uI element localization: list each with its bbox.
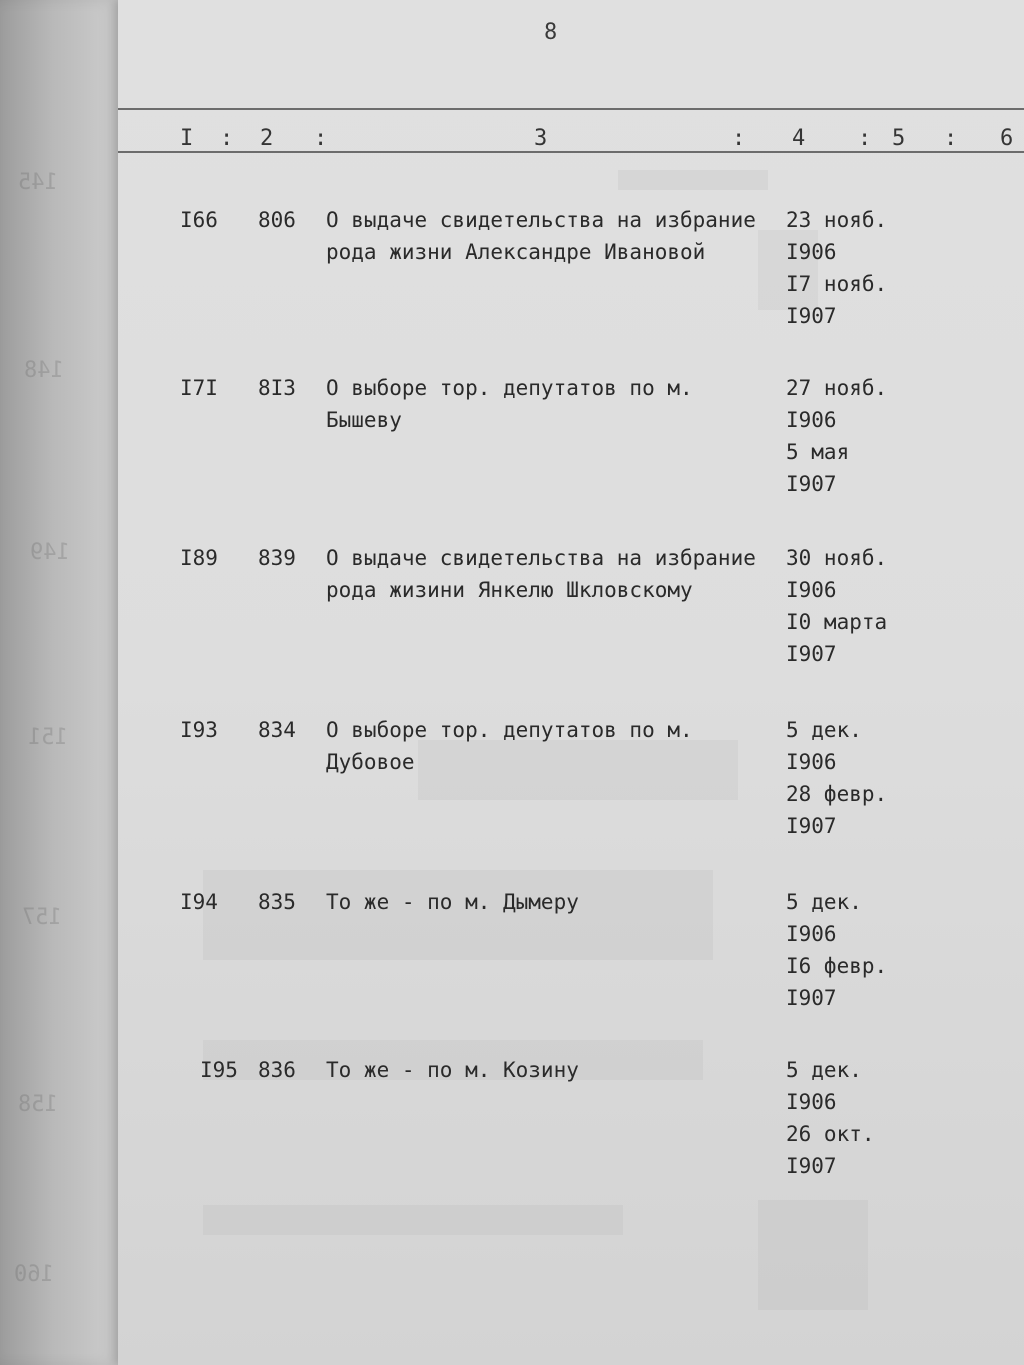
end-year: I907 bbox=[786, 1154, 837, 1178]
entry-description bbox=[326, 714, 786, 778]
description-line: О выдаче свидетельства на избрание bbox=[326, 546, 756, 570]
entry-dates bbox=[786, 372, 906, 500]
column-separator: : bbox=[220, 126, 234, 151]
entry-number: I7I bbox=[180, 376, 218, 400]
column-separator: : bbox=[314, 126, 328, 151]
entry-description bbox=[326, 204, 786, 268]
start-date: 5 дек. bbox=[786, 890, 862, 914]
end-year: I907 bbox=[786, 814, 837, 838]
margin-number: 149 bbox=[30, 540, 70, 565]
entry-description bbox=[326, 542, 786, 606]
end-year: I907 bbox=[786, 472, 837, 496]
description-line: О выборе тор. депутатов по м. bbox=[326, 718, 693, 742]
start-year: I906 bbox=[786, 240, 837, 264]
previous-page-edge bbox=[0, 0, 118, 1365]
entry-dates bbox=[786, 714, 906, 842]
margin-number: 160 bbox=[14, 1262, 54, 1287]
description-line: Бышеву bbox=[326, 408, 402, 432]
entry-description bbox=[326, 886, 786, 918]
file-number: 839 bbox=[258, 546, 296, 570]
register-entry bbox=[118, 1054, 1024, 1184]
column-header-6: 6 bbox=[1000, 126, 1014, 151]
register-entry bbox=[118, 542, 1024, 672]
file-number: 835 bbox=[258, 890, 296, 914]
margin-number: 157 bbox=[22, 905, 62, 930]
end-year: I907 bbox=[786, 304, 837, 328]
entry-number: I94 bbox=[180, 890, 218, 914]
margin-number: 148 bbox=[24, 358, 64, 383]
column-header-5: 5 bbox=[892, 126, 906, 151]
description-line: рода жизни Александре Ивановой bbox=[326, 240, 706, 264]
register-entry bbox=[118, 714, 1024, 844]
entry-description bbox=[326, 372, 786, 436]
bleed-through-mark bbox=[618, 170, 768, 190]
description-line: То же - по м. Дымеру bbox=[326, 890, 579, 914]
header-rule-bottom bbox=[118, 151, 1024, 153]
margin-number: 145 bbox=[18, 170, 58, 195]
header-rule-top bbox=[118, 108, 1024, 110]
description-line: То же - по м. Козину bbox=[326, 1058, 579, 1082]
bleed-through-mark bbox=[758, 1200, 868, 1310]
entry-dates bbox=[786, 886, 906, 1014]
end-year: I907 bbox=[786, 986, 837, 1010]
start-date: 30 нояб. bbox=[786, 546, 888, 570]
description-line: Дубовое bbox=[326, 750, 415, 774]
register-entry bbox=[118, 886, 1024, 1016]
end-date: I6 февр. bbox=[786, 954, 888, 978]
description-line: рода жизини Янкелю Шкловскому bbox=[326, 578, 693, 602]
entry-number: I93 bbox=[180, 718, 218, 742]
start-year: I906 bbox=[786, 1090, 837, 1114]
bleed-through-mark bbox=[203, 1205, 623, 1235]
start-year: I906 bbox=[786, 578, 837, 602]
end-date: 26 окт. bbox=[786, 1122, 875, 1146]
entry-dates bbox=[786, 204, 906, 332]
file-number: 836 bbox=[258, 1058, 296, 1082]
page-number: 8 bbox=[544, 20, 558, 45]
entry-dates bbox=[786, 1054, 906, 1182]
start-year: I906 bbox=[786, 750, 837, 774]
end-year: I907 bbox=[786, 642, 837, 666]
end-date: I7 нояб. bbox=[786, 272, 888, 296]
file-number: 834 bbox=[258, 718, 296, 742]
file-number: 806 bbox=[258, 208, 296, 232]
column-header-3: 3 bbox=[534, 126, 548, 151]
description-line: О выдаче свидетельства на избрание bbox=[326, 208, 756, 232]
column-separator: : bbox=[858, 126, 872, 151]
entry-description bbox=[326, 1054, 786, 1086]
entry-dates bbox=[786, 542, 906, 670]
start-date: 5 дек. bbox=[786, 1058, 862, 1082]
entry-number: I95 bbox=[200, 1058, 238, 1082]
column-header-4: 4 bbox=[792, 126, 806, 151]
start-date: 23 нояб. bbox=[786, 208, 888, 232]
start-date: 27 нояб. bbox=[786, 376, 888, 400]
margin-number: 151 bbox=[28, 725, 68, 750]
register-entry bbox=[118, 204, 1024, 334]
entry-number: I66 bbox=[180, 208, 218, 232]
margin-number: 158 bbox=[18, 1092, 58, 1117]
start-date: 5 дек. bbox=[786, 718, 862, 742]
column-header-1: I bbox=[180, 126, 194, 151]
entry-number: I89 bbox=[180, 546, 218, 570]
file-number: 8I3 bbox=[258, 376, 296, 400]
end-date: I0 марта bbox=[786, 610, 888, 634]
column-separator: : bbox=[944, 126, 958, 151]
end-date: 5 мая bbox=[786, 440, 850, 464]
end-date: 28 февр. bbox=[786, 782, 888, 806]
column-separator: : bbox=[732, 126, 746, 151]
start-year: I906 bbox=[786, 408, 837, 432]
document-page bbox=[118, 0, 1024, 1365]
column-header-2: 2 bbox=[260, 126, 274, 151]
description-line: О выборе тор. депутатов по м. bbox=[326, 376, 693, 400]
start-year: I906 bbox=[786, 922, 837, 946]
register-entry bbox=[118, 372, 1024, 502]
